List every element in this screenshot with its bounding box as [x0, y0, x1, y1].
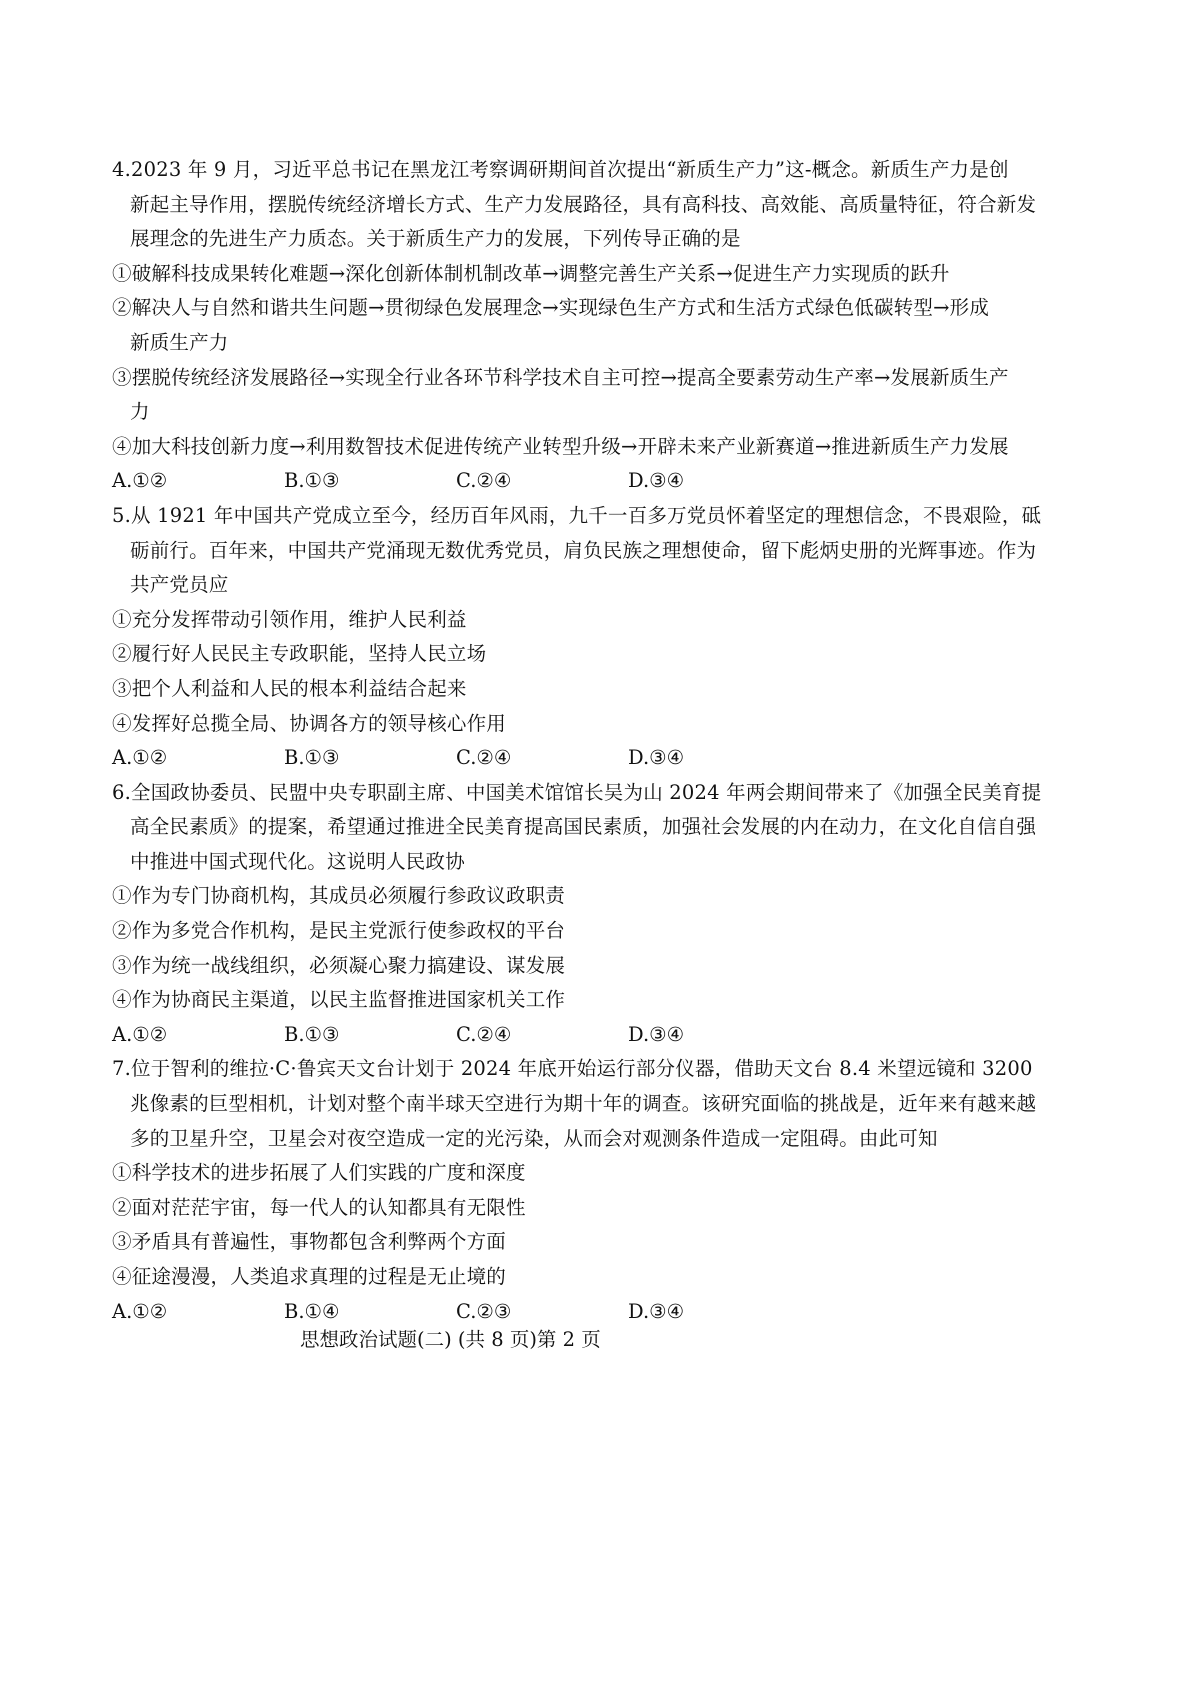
question-7 — [112, 1052, 1088, 1329]
choice-item: ①破解科技成果转化难题→深化创新体制机制改革→调整完善生产关系→促进生产力实现质的跃升 — [112, 261, 950, 285]
question-6 — [112, 776, 1088, 1053]
choice-item: ①充分发挥带动引领作用，维护人民利益 — [112, 607, 467, 631]
question-stem-line: 中推进中国式现代化。这说明人民政协 — [130, 849, 465, 873]
question-stem-line: 多的卫星升空，卫星会对夜空造成一定的光污染，从而会对观测条件造成一定阻碍。由此可知 — [130, 1126, 938, 1150]
option-b: B.①③ — [284, 1022, 340, 1046]
question-stem-line: 4.2023 年 9 月，习近平总书记在黑龙江考察调研期间首次提出“新质生产力”这-概念。新质生产力是创 — [112, 158, 1009, 181]
answer-options — [112, 1018, 1088, 1053]
choice-item: ②作为多党合作机构，是民主党派行使参政权的平台 — [112, 919, 566, 943]
choice-item: ③摆脱传统经济发展路径→实现全行业各环节科学技术自主可控→提高全要素劳动生产率→发展新质生产 — [112, 365, 1009, 389]
option-d: D.③④ — [628, 746, 685, 770]
question-4 — [112, 153, 1088, 499]
option-a: A.①② — [112, 1299, 168, 1323]
choice-item: ②解决人与自然和谐共生问题→贯彻绿色发展理念→实现绿色生产方式和生活方式绿色低碳转型→形成 — [112, 296, 990, 320]
answer-options — [112, 464, 1088, 499]
choice-item: ③把个人利益和人民的根本利益结合起来 — [112, 676, 467, 700]
question-stem-line: 5.从 1921 年中国共产党成立至今，经历百年风雨，九千一百多万党员怀着坚定的理想信念，不畏艰险，砥 — [112, 503, 1042, 527]
choice-item: ①科学技术的进步拓展了人们实践的广度和深度 — [112, 1161, 526, 1185]
option-a: A.①② — [112, 746, 168, 770]
answer-options — [112, 1295, 1088, 1330]
option-d: D.③④ — [628, 1022, 685, 1046]
option-c: C.②④ — [456, 746, 512, 770]
questions-container — [112, 153, 1088, 1329]
choice-item-continuation: 新质生产力 — [130, 330, 229, 354]
choice-item: ③矛盾具有普遍性，事物都包含利弊两个方面 — [112, 1230, 507, 1254]
question-5 — [112, 499, 1088, 776]
answer-options — [112, 741, 1088, 776]
question-stem-line: 高全民素质》的提案，希望通过推进全民美育提高国民素质，加强社会发展的内在动力，在文化自信自强 — [130, 815, 1037, 839]
question-stem-line: 7.位于智利的维拉·C·鲁宾天文台计划于 2024 年底开始运行部分仪器，借助天文台 8.4 米望远镜和 3200 — [112, 1057, 1033, 1081]
option-a: A.①② — [112, 1022, 168, 1046]
option-c: C.②④ — [456, 469, 512, 493]
question-stem-line: 砺前行。百年来，中国共产党涌现无数优秀党员，肩负民族之理想使命，留下彪炳史册的光辉事迹。作为 — [130, 538, 1037, 562]
question-stem-line: 展理念的先进生产力质态。关于新质生产力的发展，下列传导正确的是 — [130, 227, 741, 251]
page-footer: 思想政治试题(二) (共 8 页)第 2 页 — [300, 1328, 601, 1351]
option-a: A.①② — [112, 469, 168, 493]
choice-item: ④加大科技创新力度→利用数智技术促进传统产业转型升级→开辟未来产业新赛道→推进新质生产力发展 — [112, 434, 1009, 458]
option-b: B.①④ — [284, 1299, 340, 1323]
choice-item: ①作为专门协商机构，其成员必须履行参政议政职责 — [112, 884, 566, 908]
question-stem-line: 共产党员应 — [130, 573, 229, 597]
option-b: B.①③ — [284, 469, 340, 493]
choice-item: ③作为统一战线组织，必须凝心聚力搞建设、谋发展 — [112, 953, 566, 977]
option-c: C.②④ — [456, 1022, 512, 1046]
choice-item: ④征途漫漫，人类追求真理的过程是无止境的 — [112, 1265, 507, 1288]
option-d: D.③④ — [628, 1299, 685, 1323]
choice-item: ④作为协商民主渠道，以民主监督推进国家机关工作 — [112, 988, 566, 1012]
choice-item: ②面对茫茫宇宙，每一代人的认知都具有无限性 — [112, 1195, 526, 1219]
option-c: C.②③ — [456, 1299, 512, 1323]
choice-item-continuation: 力 — [130, 400, 150, 424]
choice-item: ②履行好人民民主专政职能，坚持人民立场 — [112, 642, 487, 666]
choice-item: ④发挥好总揽全局、协调各方的领导核心作用 — [112, 711, 507, 735]
option-d: D.③④ — [628, 469, 685, 493]
question-stem-line: 6.全国政协委员、民盟中央专职副主席、中国美术馆馆长吴为山 2024 年两会期间带来了《加强全民美育提 — [112, 780, 1042, 804]
question-stem-line: 兆像素的巨型相机，计划对整个南半球天空进行为期十年的调查。该研究面临的挑战是，近年来有越来越 — [130, 1092, 1037, 1116]
question-stem-line: 新起主导作用，摆脱传统经济增长方式、生产力发展路径，具有高科技、高效能、高质量特征，符合新发 — [130, 192, 1037, 216]
option-b: B.①③ — [284, 746, 340, 770]
